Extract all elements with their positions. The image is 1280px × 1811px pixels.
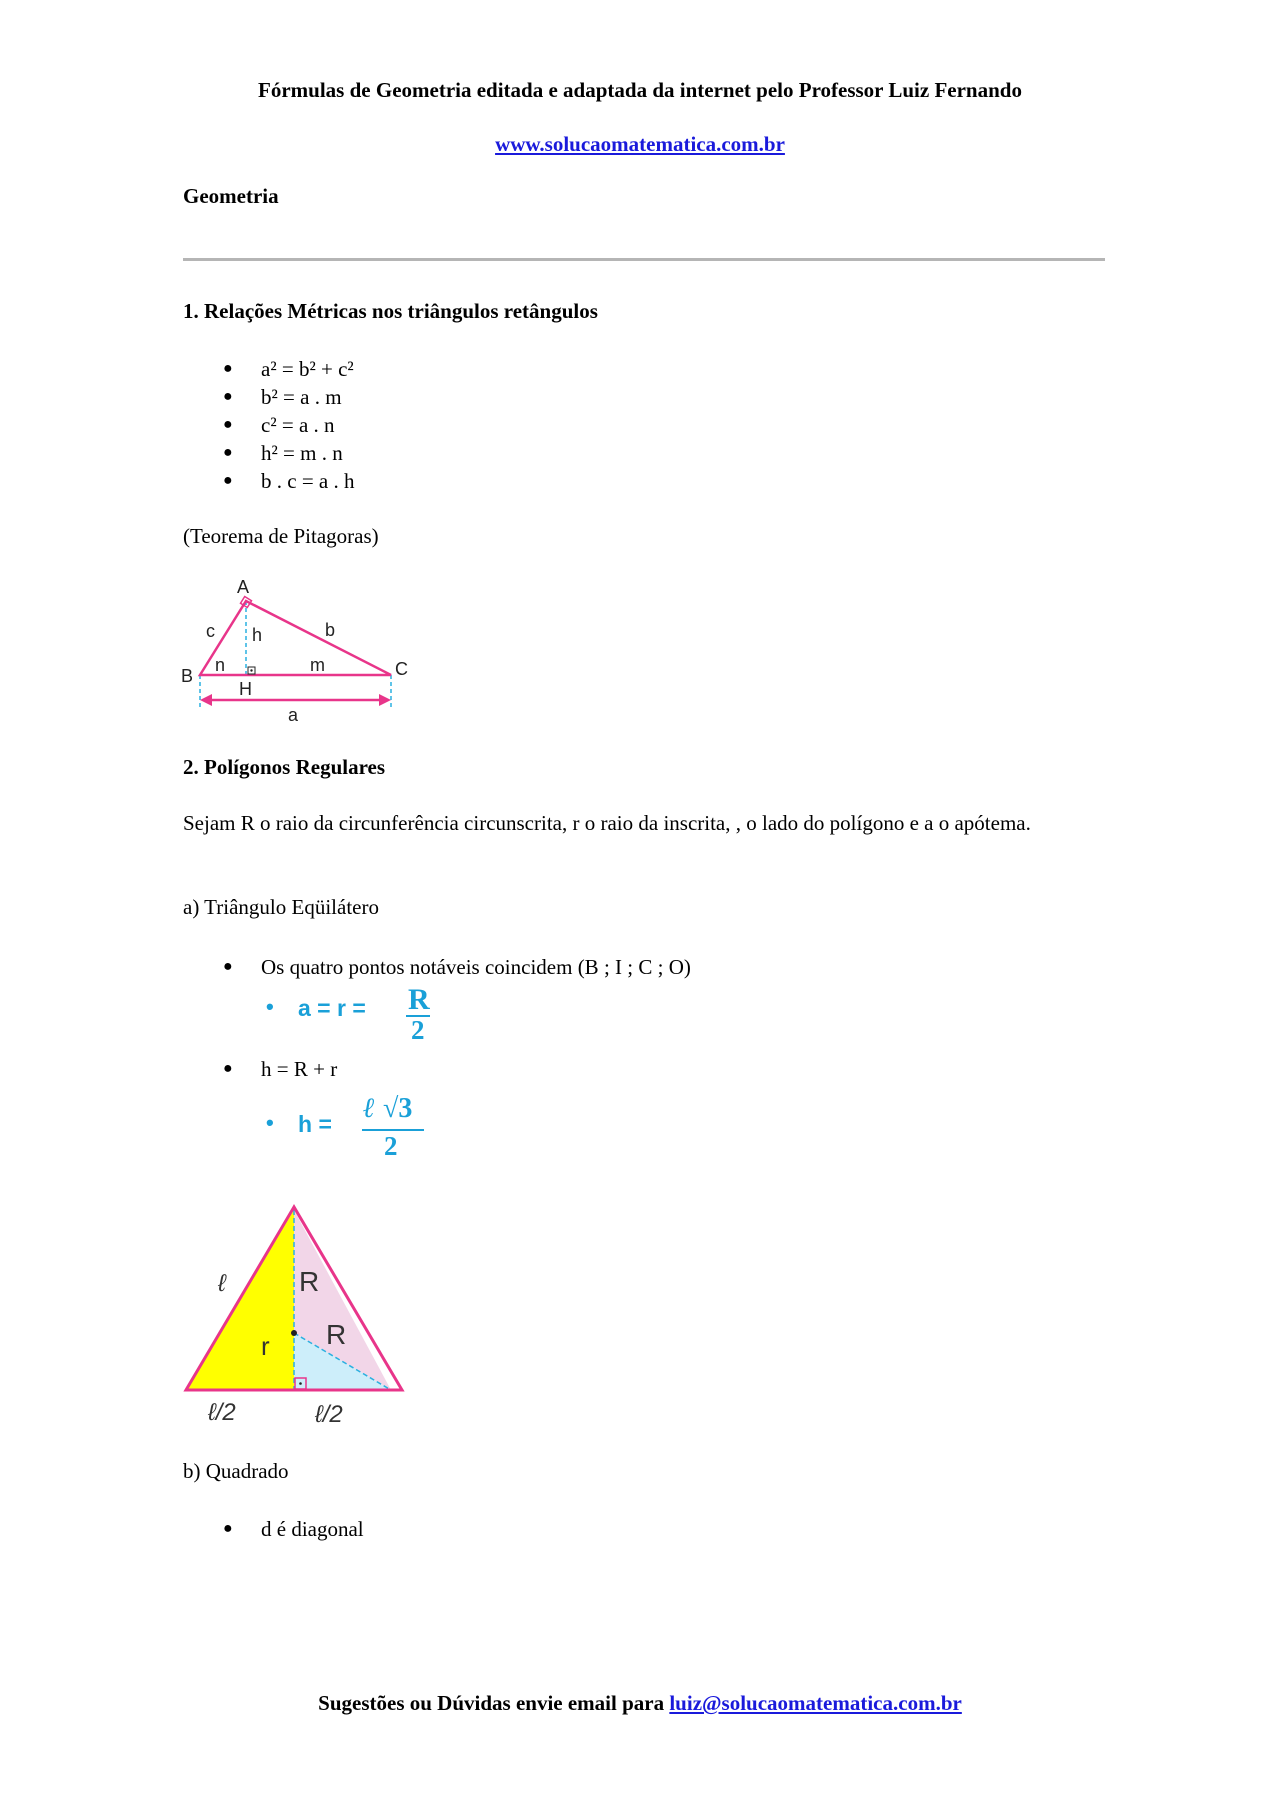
formula-height: • h = ℓ √3 2 xyxy=(262,1093,462,1173)
subsection-a-title: a) Triângulo Eqüilátero xyxy=(183,895,379,919)
subsection-b-title: b) Quadrado xyxy=(183,1459,289,1483)
equilateral-triangle-figure xyxy=(178,1195,418,1425)
bullet-list-a2 xyxy=(183,1055,337,1083)
label-n: n xyxy=(215,655,226,675)
label-half-right: ℓ/2 xyxy=(315,1401,343,1425)
section2-heading: 2. Polígonos Regulares xyxy=(183,755,386,779)
section2-intro: Sejam R o raio da circunferência circunscrita, r o raio da inscrita, , o lado do polígono e a o apótema. xyxy=(183,811,1031,835)
label-c: c xyxy=(206,621,215,641)
right-triangle-figure xyxy=(178,575,418,725)
list-item: ● h = R + r xyxy=(223,1057,338,1081)
label-m: m xyxy=(310,655,325,675)
site-link[interactable]: www.solucaomatematica.com.br xyxy=(495,132,785,156)
label-B: B xyxy=(181,666,194,686)
label-R-top: R xyxy=(299,1266,320,1297)
pythagoras-note: (Teorema de Pitagoras) xyxy=(183,524,379,548)
list-item: ● a² = b² + c² xyxy=(223,357,354,381)
label-side: ℓ xyxy=(218,1270,226,1297)
label-H: H xyxy=(239,679,252,699)
label-R-right: R xyxy=(326,1319,347,1350)
footer xyxy=(0,1691,1280,1716)
list-item: ● c² = a . n xyxy=(223,413,335,437)
section1-heading: 1. Relações Métricas nos triângulos retângulos xyxy=(183,299,598,323)
footer-text: Sugestões ou Dúvidas envie email para xyxy=(318,1691,665,1715)
label-half-left: ℓ/2 xyxy=(208,1399,236,1425)
section-label: Geometria xyxy=(183,184,279,208)
formula-list xyxy=(183,355,355,495)
footer-email-link[interactable]: luiz@solucaomatematica.com.br xyxy=(669,1691,962,1715)
formula-apothem: • a = r = R 2 xyxy=(266,983,430,1045)
horizontal-rule xyxy=(183,258,1105,261)
triangle-shape xyxy=(200,601,391,675)
label-A: A xyxy=(237,577,250,597)
site-link-line xyxy=(0,132,1280,157)
label-r: r xyxy=(261,1331,270,1361)
list-item: ● Os quatro pontos notáveis coincidem (B ; I ; C ; O) xyxy=(223,955,691,979)
list-item: ● d é diagonal xyxy=(223,1517,364,1541)
bullet-list-a1 xyxy=(183,953,691,981)
document-title: Fórmulas de Geometria editada e adaptada da internet pelo Professor Luiz Fernando xyxy=(258,78,1022,102)
label-C: C xyxy=(395,659,408,679)
label-b: b xyxy=(325,620,336,640)
list-item: ● b . c = a . h xyxy=(223,469,355,493)
label-a: a xyxy=(288,705,299,725)
bullet-list-b1 xyxy=(183,1515,364,1543)
list-item: ● h² = m . n xyxy=(223,441,343,465)
label-h: h xyxy=(252,625,263,645)
list-item: ● b² = a . m xyxy=(223,385,342,409)
